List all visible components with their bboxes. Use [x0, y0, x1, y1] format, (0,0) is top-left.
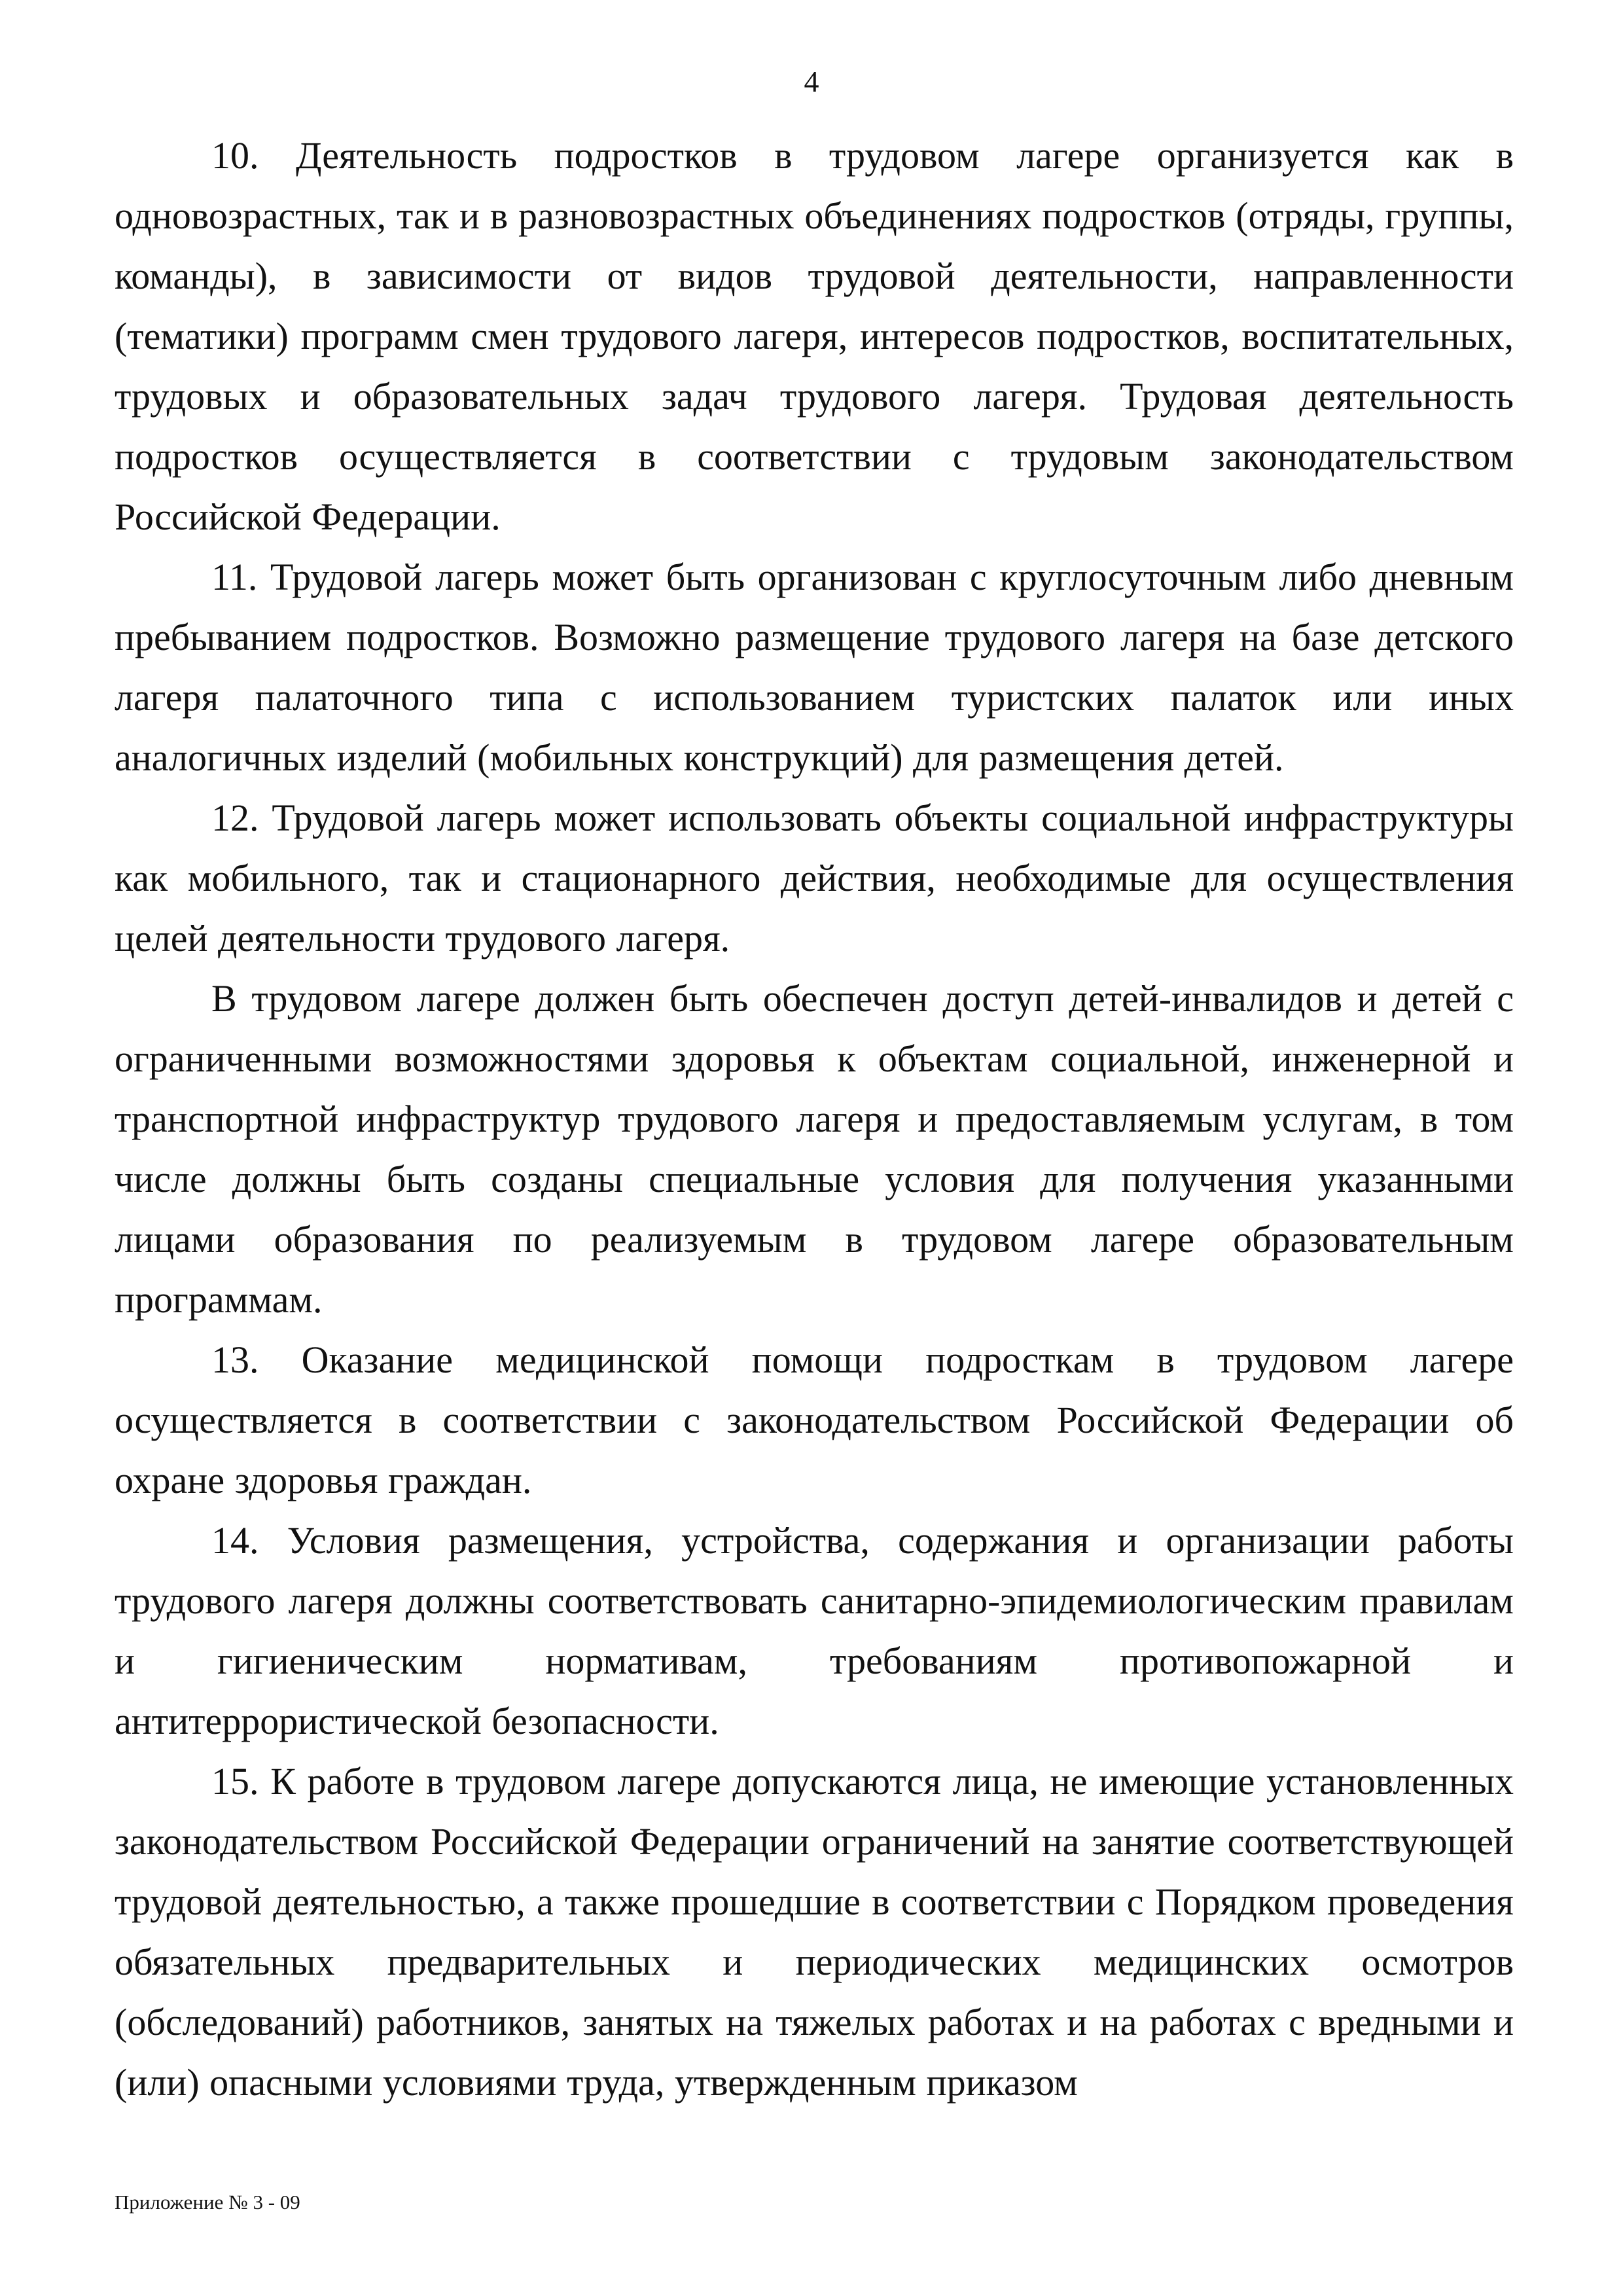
paragraph-12-continued: В трудовом лагере должен быть обеспечен доступ детей-инвалидов и детей с ограниченными возможностями здоровья к объектам социальной, инженерной и транспортной инфраструктур трудового лагеря и предоставляемым услугам, в том числе должны быть созданы специальные условия для получения указанными лицами образования по реализуемым в трудовом лагере образовательным программам.: [115, 977, 1514, 1321]
page-number: 4: [804, 65, 819, 98]
paragraph-11: 11. Трудовой лагерь может быть организован с круглосуточным либо дневным пребыванием подростков. Возможно размещение трудового лагеря на базе детского лагеря палаточного типа с использованием туристских палаток или иных аналогичных изделий (мобильных конструкций) для размещения детей.: [115, 556, 1514, 779]
document-body: [115, 126, 1514, 2113]
paragraph-13: 13. Оказание медицинской помощи подросткам в трудовом лагере осуществляется в соответствии с законодательством Российской Федерации об охране здоровья граждан.: [115, 1338, 1514, 1501]
paragraph-14: 14. Условия размещения, устройства, содержания и организации работы трудового лагеря должны соответствовать санитарно-эпидемиологическим правилам и гигиеническим нормативам, требованиям противопожарной и антитеррористической безопасности.: [115, 1519, 1514, 1742]
paragraph-12: 12. Трудовой лагерь может использовать объекты социальной инфраструктуры как мобильного, так и стационарного действия, необходимые для осуществления целей деятельности трудового лагеря.: [115, 797, 1514, 960]
paragraph-15: 15. К работе в трудовом лагере допускаются лица, не имеющие установленных законодательством Российской Федерации ограничений на занятие соответствующей трудовой деятельностью, а также прошедшие в соответствии с Порядком проведения обязательных предварительных и периодических медицинских осмотров (обследований) работников, занятых на тяжелых работах и на работах с вредными и (или) опасными условиями труда, утвержденным приказом: [115, 1760, 1514, 2104]
paragraph-10: 10. Деятельность подростков в трудовом лагере организуется как в одновозрастных, так и в разновозрастных объединениях подростков (отряды, группы, команды), в зависимости от видов трудовой деятельности, направленности (тематики) программ смен трудового лагеря, интересов подростков, воспитательных, трудовых и образовательных задач трудового лагеря. Трудовая деятельность подростков осуществляется в соответствии с трудовым законодательством Российской Федерации.: [115, 134, 1514, 538]
footer-attachment-label: Приложение № 3 - 09: [115, 2191, 300, 2214]
